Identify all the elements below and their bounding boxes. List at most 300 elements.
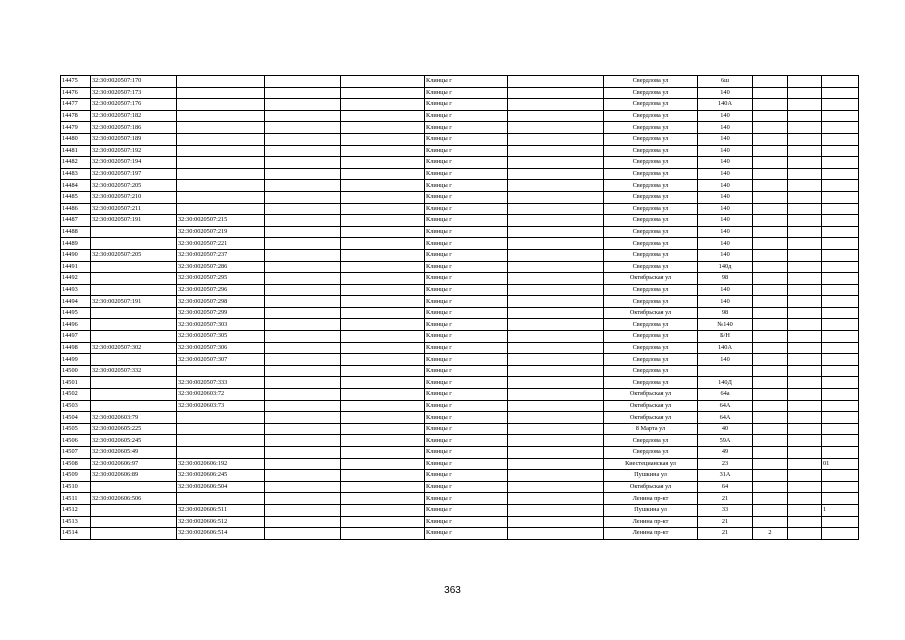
table-cell <box>265 389 341 401</box>
table-cell <box>822 307 859 319</box>
table-cell <box>822 342 859 354</box>
table-cell <box>753 447 788 459</box>
table-cell: 32:30:0020606:245 <box>177 470 265 482</box>
table-cell <box>822 435 859 447</box>
table-cell <box>788 377 822 389</box>
table-cell: 32:30:0020605:245 <box>91 435 177 447</box>
table-cell <box>177 168 265 180</box>
table-cell: Свердлова ул <box>604 435 698 447</box>
table-cell: 140 <box>698 133 753 145</box>
table-cell <box>341 458 425 470</box>
table-cell: 32:30:0020507:194 <box>91 157 177 169</box>
table-cell <box>788 226 822 238</box>
table-cell <box>788 122 822 134</box>
table-cell <box>341 423 425 435</box>
table-cell <box>341 168 425 180</box>
table-cell: 32:30:0020606:97 <box>91 458 177 470</box>
table-cell: Клинцы г <box>425 249 508 261</box>
table-cell: 32:30:0020507:205 <box>91 249 177 261</box>
table-cell <box>753 273 788 285</box>
table-cell: 14495 <box>61 307 91 319</box>
table-cell: 14479 <box>61 122 91 134</box>
table-cell <box>91 238 177 250</box>
table-cell: 14491 <box>61 261 91 273</box>
table-cell <box>788 296 822 308</box>
table-row <box>61 215 859 227</box>
table-cell <box>508 481 604 493</box>
table-cell: Клинцы г <box>425 110 508 122</box>
table-cell: Клинцы г <box>425 203 508 215</box>
table-cell: Октябрьская ул <box>604 389 698 401</box>
table-cell <box>753 157 788 169</box>
table-cell <box>177 122 265 134</box>
table-cell: 32:30:0020507:296 <box>177 284 265 296</box>
table-cell <box>177 447 265 459</box>
table-cell: 32:30:0020603:79 <box>91 412 177 424</box>
table-cell: 14478 <box>61 110 91 122</box>
table-cell <box>177 423 265 435</box>
table-cell <box>508 87 604 99</box>
table-row <box>61 412 859 424</box>
table-cell: Клинцы г <box>425 412 508 424</box>
table-cell <box>265 400 341 412</box>
table-cell: 1 <box>822 504 859 516</box>
table-cell <box>788 447 822 459</box>
table-cell <box>788 423 822 435</box>
table-cell: 32:30:0020507:170 <box>91 76 177 88</box>
table-cell: 32:30:0020507:305 <box>177 331 265 343</box>
table-cell: 64а <box>698 389 753 401</box>
table-cell <box>508 249 604 261</box>
table-cell <box>91 389 177 401</box>
table-cell <box>753 504 788 516</box>
table-cell: Свердлова ул <box>604 284 698 296</box>
table-cell <box>177 493 265 505</box>
table-cell: 14494 <box>61 296 91 308</box>
table-cell <box>822 481 859 493</box>
table-cell: 32:30:0020507:173 <box>91 87 177 99</box>
table-cell <box>753 412 788 424</box>
table-cell <box>265 504 341 516</box>
table-cell: Клинцы г <box>425 145 508 157</box>
table-cell <box>341 435 425 447</box>
table-cell <box>177 365 265 377</box>
table-cell: 6ш <box>698 76 753 88</box>
table-cell <box>788 180 822 192</box>
table-cell: 14512 <box>61 504 91 516</box>
table-cell: 140 <box>698 87 753 99</box>
table-cell <box>265 447 341 459</box>
table-cell <box>265 99 341 111</box>
table-cell <box>177 412 265 424</box>
table-cell <box>822 99 859 111</box>
table-cell: 14486 <box>61 203 91 215</box>
table-cell <box>177 76 265 88</box>
table-cell: 140 <box>698 168 753 180</box>
table-cell <box>341 389 425 401</box>
table-cell <box>822 447 859 459</box>
table-cell: 14497 <box>61 331 91 343</box>
table-cell <box>788 458 822 470</box>
table-row <box>61 226 859 238</box>
table-cell <box>753 76 788 88</box>
table-cell: 32:30:0020507:298 <box>177 296 265 308</box>
table-cell <box>753 249 788 261</box>
table-cell: 140 <box>698 157 753 169</box>
table-row <box>61 203 859 215</box>
table-cell <box>341 122 425 134</box>
table-cell <box>822 296 859 308</box>
table-cell <box>177 180 265 192</box>
table-cell <box>822 284 859 296</box>
table-cell <box>508 99 604 111</box>
table-cell: 40 <box>698 423 753 435</box>
table-cell <box>177 157 265 169</box>
table-cell: Клинцы г <box>425 447 508 459</box>
table-cell <box>788 76 822 88</box>
table-cell <box>177 191 265 203</box>
table-cell <box>265 516 341 528</box>
table-cell: 32:30:0020507:186 <box>91 122 177 134</box>
table-cell <box>508 273 604 285</box>
table-cell: 14496 <box>61 319 91 331</box>
table-cell <box>822 423 859 435</box>
table-cell: 140 <box>698 180 753 192</box>
table-cell <box>822 528 859 540</box>
table-cell <box>822 412 859 424</box>
table-cell <box>265 122 341 134</box>
table-cell <box>753 516 788 528</box>
table-cell: 14476 <box>61 87 91 99</box>
table-cell <box>265 377 341 389</box>
table-cell: 32:30:0020507:295 <box>177 273 265 285</box>
table-cell <box>753 354 788 366</box>
table-cell <box>508 133 604 145</box>
table-cell <box>341 481 425 493</box>
table-cell: 14498 <box>61 342 91 354</box>
table-cell <box>822 215 859 227</box>
table-cell <box>508 493 604 505</box>
table-cell <box>91 319 177 331</box>
table-cell: Клинцы г <box>425 87 508 99</box>
table-cell: Свердлова ул <box>604 319 698 331</box>
table-cell: Октябрьская ул <box>604 412 698 424</box>
table-cell <box>177 87 265 99</box>
table-cell <box>508 122 604 134</box>
table-cell: Клинцы г <box>425 354 508 366</box>
table-cell <box>753 226 788 238</box>
table-cell <box>265 203 341 215</box>
table-cell: 140 <box>698 215 753 227</box>
table-cell: 140 <box>698 122 753 134</box>
table-cell <box>177 203 265 215</box>
table-cell <box>341 238 425 250</box>
table-cell: Клинцы г <box>425 516 508 528</box>
table-cell: 32:30:0020507:197 <box>91 168 177 180</box>
table-cell: 21 <box>698 516 753 528</box>
table-cell <box>265 458 341 470</box>
table-cell: Клинцы г <box>425 400 508 412</box>
table-cell <box>265 493 341 505</box>
table-cell: 32:30:0020507:237 <box>177 249 265 261</box>
table-cell: 31А <box>698 470 753 482</box>
table-cell <box>753 261 788 273</box>
table-cell <box>341 180 425 192</box>
table-cell: 59А <box>698 435 753 447</box>
table-cell <box>753 110 788 122</box>
table-cell: 14481 <box>61 145 91 157</box>
table-cell <box>341 76 425 88</box>
table-cell <box>822 145 859 157</box>
table-cell: Клинцы г <box>425 319 508 331</box>
table-cell: 14503 <box>61 400 91 412</box>
table-cell: 14505 <box>61 423 91 435</box>
table-cell <box>788 342 822 354</box>
table-cell: Клинцы г <box>425 261 508 273</box>
table-cell <box>822 516 859 528</box>
table-cell: 32:30:0020507:192 <box>91 145 177 157</box>
table-cell <box>265 215 341 227</box>
table-cell <box>788 261 822 273</box>
table-cell: 32:30:0020507:205 <box>91 180 177 192</box>
table-cell <box>753 203 788 215</box>
table-cell <box>265 435 341 447</box>
table-cell: 14485 <box>61 191 91 203</box>
table-cell <box>753 307 788 319</box>
table-cell <box>753 342 788 354</box>
table-cell: 140 <box>698 284 753 296</box>
table-cell: 32:30:0020507:176 <box>91 99 177 111</box>
table-cell: 32:30:0020507:286 <box>177 261 265 273</box>
table-cell <box>508 400 604 412</box>
table-cell <box>753 423 788 435</box>
table-cell <box>508 296 604 308</box>
table-cell <box>508 412 604 424</box>
table-cell: 14500 <box>61 365 91 377</box>
table-cell <box>508 157 604 169</box>
table-cell: 14480 <box>61 133 91 145</box>
table-cell <box>265 528 341 540</box>
table-cell: Клинцы г <box>425 215 508 227</box>
table-cell <box>788 203 822 215</box>
table-cell: 32:30:0020606:511 <box>177 504 265 516</box>
table-cell <box>508 203 604 215</box>
table-cell <box>91 377 177 389</box>
table-cell: 32:30:0020507:332 <box>91 365 177 377</box>
table-cell: Свердлова ул <box>604 249 698 261</box>
table-row <box>61 76 859 88</box>
table-cell <box>788 238 822 250</box>
table-cell: 32:30:0020606:512 <box>177 516 265 528</box>
table-cell: 98 <box>698 273 753 285</box>
table-cell <box>91 481 177 493</box>
table-cell: 33 <box>698 504 753 516</box>
table-cell: Клинцы г <box>425 307 508 319</box>
table-cell <box>265 296 341 308</box>
table-cell: №140 <box>698 319 753 331</box>
table-cell: 140А <box>698 99 753 111</box>
table-cell <box>788 133 822 145</box>
table-cell <box>265 470 341 482</box>
table-cell <box>822 354 859 366</box>
table-row <box>61 122 859 134</box>
table-cell <box>508 435 604 447</box>
table-cell: 140 <box>698 110 753 122</box>
table-cell: 64А <box>698 412 753 424</box>
table-cell: 98 <box>698 307 753 319</box>
table-row <box>61 110 859 122</box>
table-cell <box>177 110 265 122</box>
table-row <box>61 319 859 331</box>
table-cell: 140 <box>698 203 753 215</box>
table-cell: 8 Марта ул <box>604 423 698 435</box>
table-cell <box>341 87 425 99</box>
table-cell <box>508 516 604 528</box>
table-cell <box>265 273 341 285</box>
table-row <box>61 365 859 377</box>
table-cell <box>341 110 425 122</box>
table-row <box>61 331 859 343</box>
table-row <box>61 400 859 412</box>
table-cell: 14493 <box>61 284 91 296</box>
table-cell <box>341 377 425 389</box>
table-cell <box>508 168 604 180</box>
table-cell: 14508 <box>61 458 91 470</box>
table-cell: 32:30:0020507:219 <box>177 226 265 238</box>
table-cell <box>508 284 604 296</box>
table-cell <box>788 365 822 377</box>
table-cell <box>788 273 822 285</box>
table-cell <box>788 354 822 366</box>
table-row <box>61 191 859 203</box>
table-cell: 14511 <box>61 493 91 505</box>
table-cell: 01 <box>822 458 859 470</box>
table-cell: Свердлова ул <box>604 145 698 157</box>
table-cell <box>341 319 425 331</box>
table-cell: 32:30:0020507:189 <box>91 133 177 145</box>
table-cell <box>822 191 859 203</box>
table-cell <box>788 157 822 169</box>
table-cell: 32:30:0020606:504 <box>177 481 265 493</box>
table-cell: Клинцы г <box>425 99 508 111</box>
table-cell <box>822 76 859 88</box>
table-cell: 32:30:0020507:182 <box>91 110 177 122</box>
table-cell <box>753 99 788 111</box>
table-cell: Свердлова ул <box>604 168 698 180</box>
table-cell <box>265 180 341 192</box>
table-cell <box>341 307 425 319</box>
table-cell <box>91 226 177 238</box>
table-cell <box>508 180 604 192</box>
table-row <box>61 296 859 308</box>
table-row <box>61 528 859 540</box>
table-cell <box>788 435 822 447</box>
table-cell <box>753 180 788 192</box>
table-cell: 32:30:0020507:307 <box>177 354 265 366</box>
table-cell: Свердлова ул <box>604 261 698 273</box>
table-cell: 2 <box>753 528 788 540</box>
table-cell: Свердлова ул <box>604 87 698 99</box>
table-cell <box>822 226 859 238</box>
table-cell: 32:30:0020605:49 <box>91 447 177 459</box>
table-cell <box>341 99 425 111</box>
table-row <box>61 157 859 169</box>
table-cell: 14477 <box>61 99 91 111</box>
table-cell <box>698 365 753 377</box>
table-cell: 32:30:0020507:191 <box>91 296 177 308</box>
table-cell: 32:30:0020603:73 <box>177 400 265 412</box>
table-cell <box>341 203 425 215</box>
table-cell: 32:30:0020603:72 <box>177 389 265 401</box>
table-cell <box>753 145 788 157</box>
table-row <box>61 342 859 354</box>
table-cell: 64 <box>698 481 753 493</box>
table-cell <box>341 516 425 528</box>
table-cell <box>822 122 859 134</box>
table-cell <box>753 435 788 447</box>
table-row <box>61 87 859 99</box>
table-row <box>61 145 859 157</box>
table-cell <box>341 493 425 505</box>
table-cell <box>341 365 425 377</box>
table-cell <box>177 145 265 157</box>
table-cell <box>788 319 822 331</box>
table-cell: Клинцы г <box>425 458 508 470</box>
table-cell <box>822 203 859 215</box>
table-cell: Клинцы г <box>425 377 508 389</box>
table-cell: 32:30:0020507:306 <box>177 342 265 354</box>
table-cell <box>265 168 341 180</box>
table-cell: 14506 <box>61 435 91 447</box>
table-cell: Свердлова ул <box>604 331 698 343</box>
table-cell <box>788 191 822 203</box>
table-cell: Свердлова ул <box>604 180 698 192</box>
table-cell <box>822 238 859 250</box>
table-cell: 140 <box>698 249 753 261</box>
table-cell: 14504 <box>61 412 91 424</box>
table-cell: Свердлова ул <box>604 226 698 238</box>
table-cell: Октябрьская ул <box>604 481 698 493</box>
table-cell <box>508 331 604 343</box>
table-cell <box>822 319 859 331</box>
table-cell <box>788 284 822 296</box>
table-cell: Клинцы г <box>425 342 508 354</box>
table-row <box>61 423 859 435</box>
table-cell: 14490 <box>61 249 91 261</box>
table-cell <box>91 516 177 528</box>
table-cell: Ленина пр-кт <box>604 516 698 528</box>
table-row <box>61 261 859 273</box>
table-cell: 140 <box>698 145 753 157</box>
table-cell <box>341 249 425 261</box>
table-cell <box>341 296 425 308</box>
table-cell: Клинцы г <box>425 493 508 505</box>
table-cell: Клинцы г <box>425 226 508 238</box>
table-cell <box>508 528 604 540</box>
table-cell: Клинцы г <box>425 296 508 308</box>
table-cell: Свердлова ул <box>604 110 698 122</box>
table-row <box>61 168 859 180</box>
table-cell: 32:30:0020507:302 <box>91 342 177 354</box>
table-cell <box>753 377 788 389</box>
table-cell <box>91 331 177 343</box>
table-cell <box>91 400 177 412</box>
table-cell <box>753 122 788 134</box>
table-cell <box>91 273 177 285</box>
table-cell: 14499 <box>61 354 91 366</box>
table-row <box>61 493 859 505</box>
table-cell: 14484 <box>61 180 91 192</box>
